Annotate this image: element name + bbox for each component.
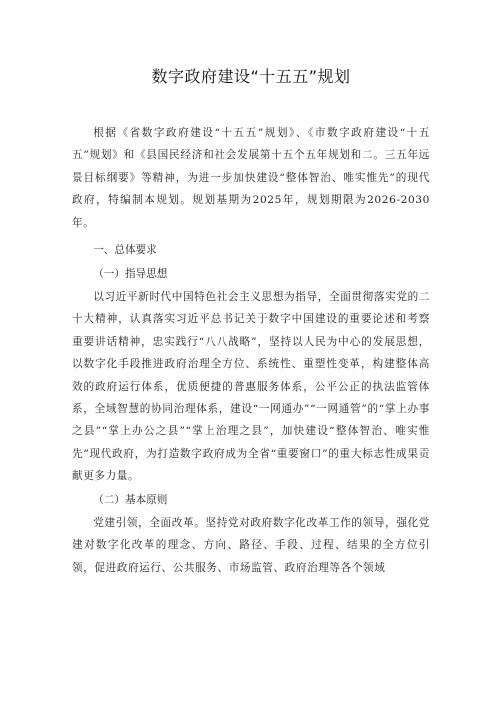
- subsection-heading-basic-principles: （二）基本原则: [93, 493, 168, 506]
- document-body: [72, 122, 430, 579]
- document-title: 数字政府建设“十五五”规划: [151, 67, 351, 86]
- basic-principles-paragraph: 党建引领，全面改革。坚持党对政府数字化改革工作的领导，强化党建对数字化改革的理念、方向、路径、手段、过程、结果的全方位引领，促进政府运行、公共服务、市场监管、政府治理等各个领域: [72, 516, 430, 574]
- guiding-ideology-paragraph: 以习近平新时代中国特色社会主义思想为指导，全面贯彻落实党的二十大精神，认真落实习近平总书记关于数字中国建设的重要论述和考察重要讲话精神，忠实践行“八八战略”，坚持以人民为中心的发展思想，以数字化手段推进政府治理全方位、系统性、重塑性变革，构建整体高效的政府运行体系，优质便捷的普惠服务体系，公平公正的执法监管体系，全域智慧的协同治理体系，建设“一网通办”“一网通管”的“掌上办事之县”“掌上办公之县”“掌上治理之县”，加快建设“整体智治、唯实惟先”现代政府，为打造数字政府成为全省“重要窗口”的重大标志性成果贡献更多力量。: [72, 291, 430, 483]
- intro-paragraph: 根据《省数字政府建设“十五五”规划》、《市数字政府建设“十五五”规划》和《县国民经济和社会发展第十五个五年规划和二。三五年远景目标纲要》等精神，为进一步加快建设“整体智治、唯实惟先”的现代政府，特编制本规划。规划基期为2025年，规划期限为2026-2030年。: [72, 127, 430, 229]
- section-heading-overall-requirements: 一、总体要求: [93, 244, 157, 257]
- subsection-heading-guiding-ideology: （一）指导思想: [93, 268, 168, 281]
